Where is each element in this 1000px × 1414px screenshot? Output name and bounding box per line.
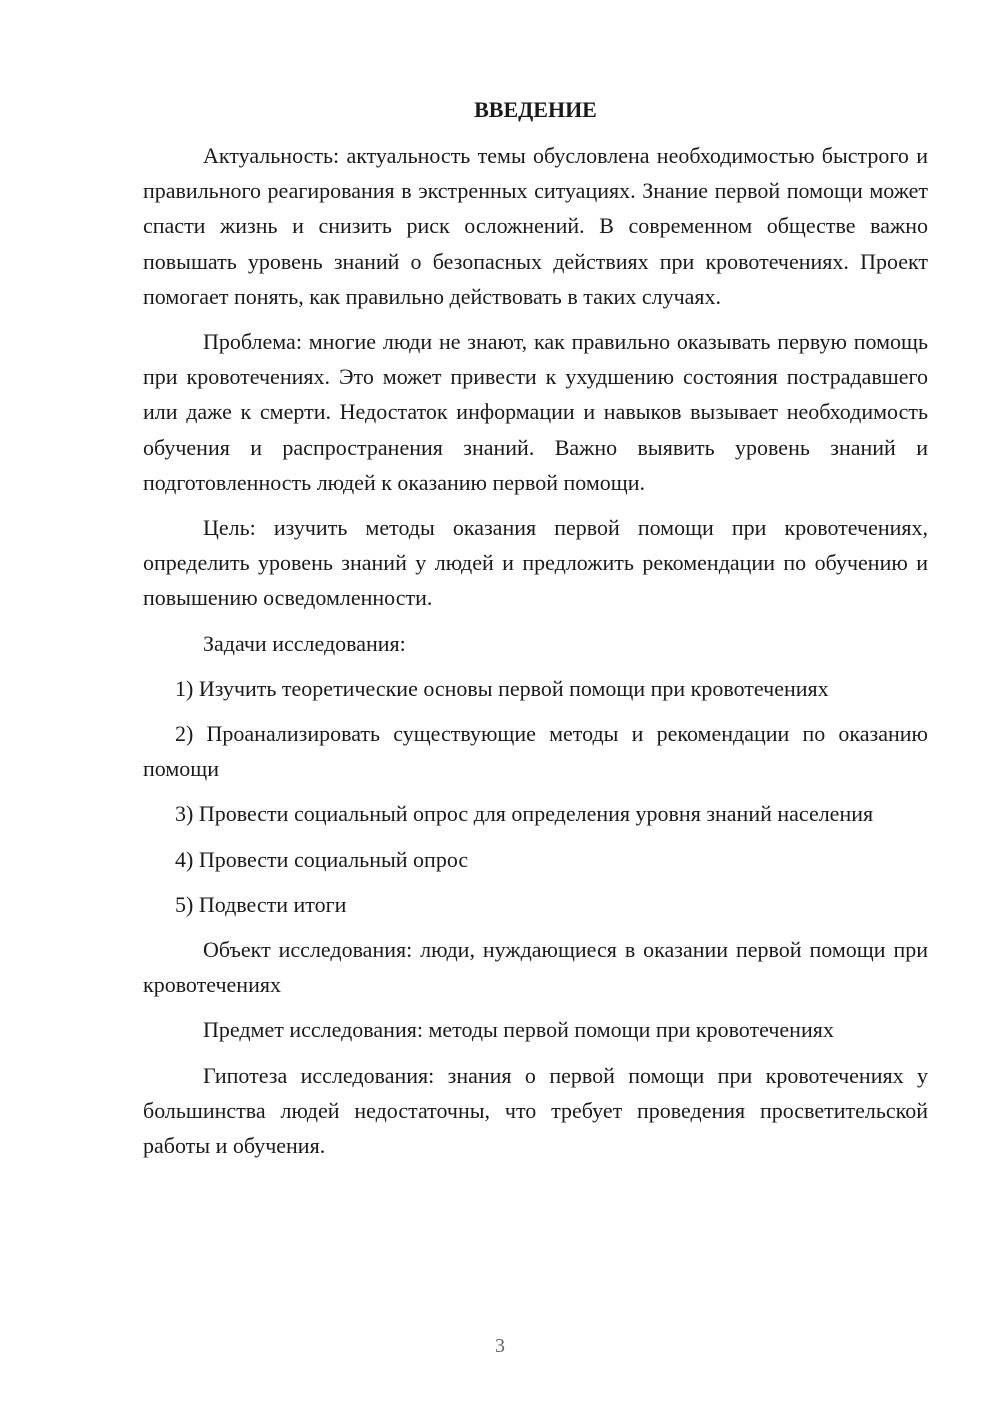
section-heading: ВВЕДЕНИЕ	[474, 97, 597, 122]
goal-paragraph: Цель: изучить методы оказания первой помощи при кровотечениях, определить уровень знаний у людей и предложить рекомендации по обучению и повышению осведомленности.	[143, 515, 928, 611]
task-item-3: 3) Провести социальный опрос для определения уровня знаний населения	[175, 801, 874, 827]
task-item-1: 1) Изучить теоретические основы первой помощи при кровотечениях	[175, 675, 829, 701]
tasks-title: Задачи исследования:	[203, 630, 406, 656]
page-number: 3	[495, 1335, 505, 1357]
task-item-2: 2) Проанализировать существующие методы и рекомендации по оказанию помощи	[143, 721, 928, 782]
relevance-paragraph: Актуальность: актуальность темы обусловлена необходимостью быстрого и правильного реагирования в экстренных ситуациях. Знание первой помощи может спасти жизнь и снизить риск осложнений. В современном обществе важно повышать уровень знаний о безопасных действиях при кровотечениях. Проект помогает понять, как правильно действовать в таких случаях.	[143, 143, 928, 309]
task-item-4: 4) Провести социальный опрос	[175, 846, 469, 872]
hypothesis-paragraph: Гипотеза исследования: знания о первой помощи при кровотечениях у большинства людей недостаточны, что требует проведения просветительской работы и обучения.	[143, 1062, 928, 1159]
problem-paragraph: Проблема: многие люди не знают, как правильно оказывать первую помощь при кровотечениях. Это может привести к ухудшению состояния пострадавшего или даже к смерти. Недостаток информации и навыков вызывает необходимость обучения и распространения знаний. Важно выявить уровень знаний и подготовленность людей к оказанию первой помощи.	[143, 329, 928, 495]
object-paragraph: Объект исследования: люди, нуждающиеся в оказании первой помощи при кровотечениях	[143, 937, 928, 998]
page-content	[143, 94, 928, 1163]
subject-paragraph: Предмет исследования: методы первой помощи при кровотечениях	[203, 1017, 834, 1043]
task-item-5: 5) Подвести итоги	[175, 891, 347, 917]
